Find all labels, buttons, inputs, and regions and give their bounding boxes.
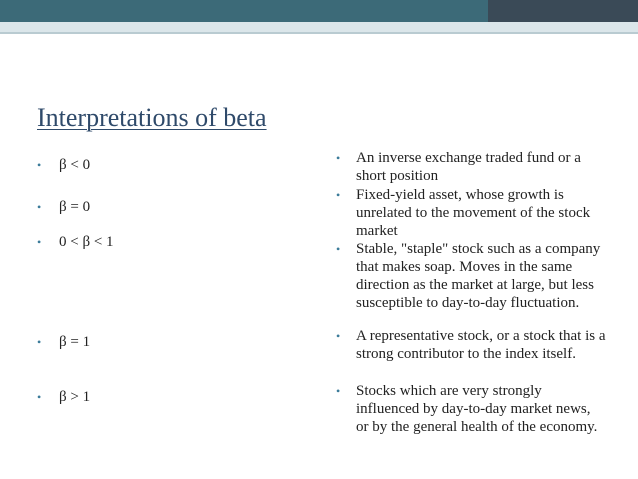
bullet-icon: • bbox=[37, 335, 42, 349]
list-item bbox=[336, 240, 606, 312]
slide-title: Interpretations of beta bbox=[37, 103, 267, 132]
list-item bbox=[37, 333, 90, 351]
header-divider bbox=[0, 32, 638, 34]
bullet-icon: • bbox=[37, 235, 42, 249]
interpretation-text: Stable, "staple" stock such as a company that makes soap. Moves in the same direction as the market at large, but less susceptible to day-to-day fluctuation. bbox=[356, 241, 601, 311]
bullet-icon: • bbox=[37, 158, 42, 172]
bullet-icon: • bbox=[336, 188, 341, 202]
beta-condition: β < 0 bbox=[59, 157, 91, 173]
interpretation-text: Stocks which are very strongly influenced by day-to-day market news, or by the general health of the economy. bbox=[356, 383, 598, 435]
list-item bbox=[336, 186, 606, 240]
list-item bbox=[37, 198, 90, 216]
bullet-icon: • bbox=[336, 329, 341, 343]
list-item bbox=[37, 233, 114, 251]
list-item bbox=[336, 149, 606, 185]
interpretation-text: A representative stock, or a stock that is a strong contributor to the index itself. bbox=[356, 328, 606, 362]
bullet-icon: • bbox=[37, 200, 42, 214]
bullet-icon: • bbox=[37, 390, 42, 404]
list-item bbox=[336, 382, 606, 436]
beta-condition: β = 1 bbox=[59, 334, 91, 350]
list-item bbox=[37, 388, 90, 406]
header-band-light bbox=[0, 22, 638, 32]
list-item bbox=[336, 327, 606, 363]
list-item bbox=[37, 156, 90, 174]
bullet-icon: • bbox=[336, 242, 341, 256]
interpretation-text: An inverse exchange traded fund or a short position bbox=[356, 150, 581, 184]
bullet-icon: • bbox=[336, 151, 341, 165]
header-band-dark bbox=[488, 0, 638, 22]
header-band bbox=[0, 0, 638, 22]
beta-condition: 0 < β < 1 bbox=[59, 234, 114, 250]
interpretation-text: Fixed-yield asset, whose growth is unrelated to the movement of the stock market bbox=[356, 187, 591, 239]
bullet-icon: • bbox=[336, 384, 341, 398]
beta-condition: β > 1 bbox=[59, 389, 91, 405]
beta-condition: β = 0 bbox=[59, 199, 91, 215]
